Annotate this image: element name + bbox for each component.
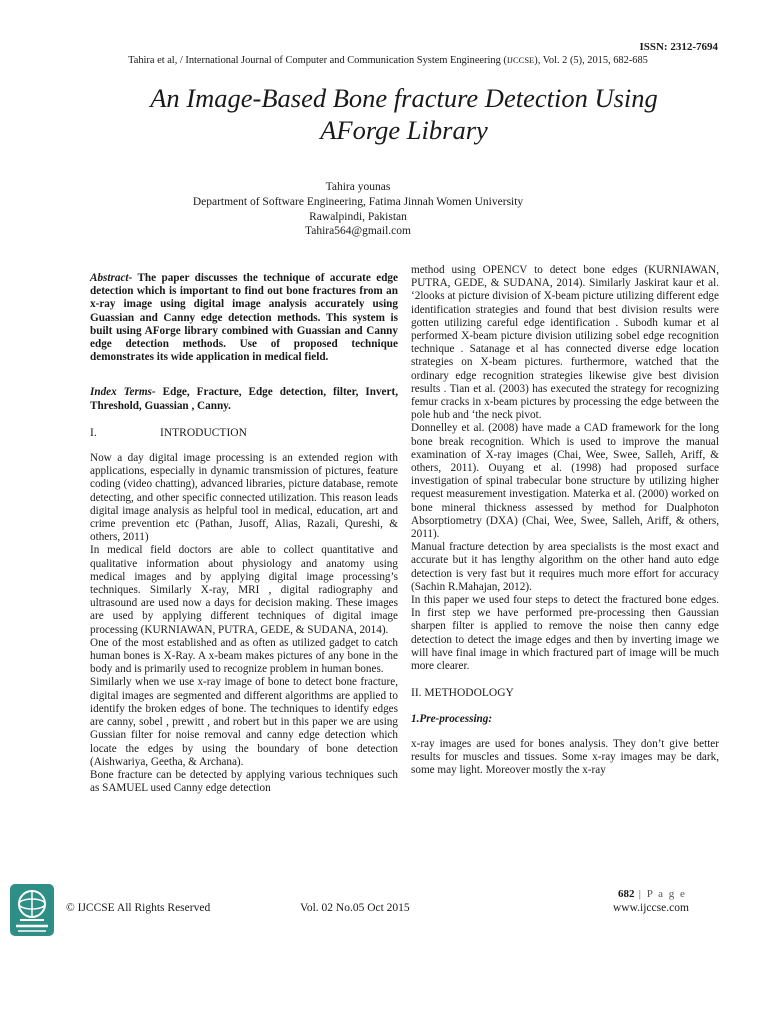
methodology-heading: II. METHODOLOGY — [411, 687, 514, 700]
abstract-label: Abstract- — [90, 272, 133, 284]
abstract-text: The paper discusses the technique of accurate edge detection which is important to find out bone fractures from an x-ray image using digital image analysis accurately using Guassian and Canny edge detection methods. This system is built using AForge library combined with Guassian and Canny edge detection methods. Use of proposed technique demonstrates its wide application in medical field. — [90, 272, 398, 364]
citation-pre: Tahira et al, / International Journal of Computer and Communication System Engineering ( — [128, 55, 507, 66]
ijccse-logo-icon — [10, 884, 54, 936]
preprocessing-subheading: 1.Pre-processing: — [411, 712, 493, 725]
title-line-1: An Image-Based Bone fracture Detection Using — [150, 83, 658, 113]
body-paragraph: Manual fracture detection by area specialists is the most exact and accurate but it has lengthy algorithm on the other hand auto edge detection is very fast but it requires much more effort for accuracy (Sachin R.Mahajan, 2012). — [411, 541, 719, 593]
intro-paragraph: One of the most established and as often as utilized gadget to catch human bones is X-Ray. A x-beam makes pictures of any bone in the body and is primarily used to recognize problem in human bones. — [90, 636, 398, 676]
intro-paragraph: In medical field doctors are able to collect quantitative and qualitative information about physiology and anatomy using medical images and by applying digital image processing’s techniques. Similarly X-ray, MRI , digital radiography and ultrasound are used now a days for decision making. These images are used by applying different techniques of digital image processing (KURNIAWAN, PUTRA, GEDE, & SUDANA, 2014). — [90, 544, 398, 636]
author-block — [0, 180, 716, 239]
title-line-2: AForge Library — [320, 115, 488, 145]
issn: ISSN: 2312-7694 — [639, 41, 718, 53]
citation-abbr: IJCCSE — [506, 55, 535, 65]
citation-post: ), Vol. 2 (5), 2015, 682-685 — [534, 55, 648, 66]
index-terms-text: Edge, Fracture, Edge detection, filter, Invert, Threshold, Guassian , Canny. — [90, 386, 398, 412]
abstract — [90, 272, 398, 364]
index-terms — [90, 386, 398, 412]
paper-title — [0, 82, 768, 146]
footer-website: www.ijccse.com — [613, 902, 689, 914]
page-number — [618, 888, 686, 900]
body-paragraph: Donnelley et al. (2008) have made a CAD framework for the long bone break recognition. Which is used to improve the manual examination of X-ray images (Chai, Wee, Swee, Salleh, Ariff, & others, 2011). Ouyang et al. (1998) had proposed surface investigation of spinal trabecular bone structure by utilizing higher request measurement investigation. Materka et al. (2000) worked on bone mineral thickness assessed by method for Dualphoton Absorptiometry (DXA) (Chai, Wee, Swee, Salleh, Ariff, & others, 2011). — [411, 422, 719, 541]
page-label: | P a g e — [634, 888, 687, 900]
author-department: Department of Software Engineering, Fatima Jinnah Women University — [192, 195, 524, 208]
footer-volume: Vol. 02 No.05 Oct 2015 — [300, 902, 410, 914]
intro-heading — [90, 427, 398, 440]
right-column — [411, 264, 719, 777]
journal-citation — [0, 55, 768, 66]
author-city: Rawalpindi, Pakistan — [309, 210, 407, 223]
author-email: Tahira564@gmail.com — [305, 225, 411, 238]
intro-number: I. — [90, 426, 97, 439]
author-name: Tahira younas — [325, 181, 391, 193]
page-number-value: 682 — [618, 888, 635, 900]
spacer — [90, 364, 398, 376]
intro-title: INTRODUCTION — [160, 426, 247, 439]
body-paragraph: In this paper we used four steps to detect the fractured bone edges. In first step we have performed pre-processing then Gaussian sharpen filter is applied to remove the noise then canny edge detection to detect the image edges and then by inverting image we will have final image in which fractured part of image will be much more clearer. — [411, 594, 719, 673]
methodology-paragraph: x-ray images are used for bones analysis. They don’t give better results for muscles and tissues. Some x-ray images may be dark, some may light. Moreover mostly the x-ray — [411, 737, 719, 777]
intro-paragraph: Similarly when we use x-ray image of bone to detect bone fracture, digital images are segmented and different algorithms are applied to identify the broken edges of bone. The techniques to identify edges are canny, sobel , prewitt , and robert but in this paper we are using Gussian filter for noise removal and canny edge detection which locate the edges by using the boundary of bone detection (Aishwariya, Geetha, & Archana). — [90, 676, 398, 768]
left-column — [90, 272, 398, 795]
spacer — [411, 726, 719, 738]
footer-copyright: © IJCCSE All Rights Reserved — [66, 902, 211, 914]
body-paragraph: method using OPENCV to detect bone edges (KURNIAWAN, PUTRA, GEDE, & SUDANA, 2014). Similarly Jaskirat kaur et al. ‘2looks at picture division of X-beam picture utilizing different edge identification strategies and found that best division results were gotten utilizing careful edge identification . Subodh kumar et al performed X-beam picture division utilizing sobel edge recognition technique . Satanage et al has connected diverse edge location strategies on X-beam pictures. furthermore, watched that the ordinary edge recognition strategies likewise give best division results . Tian et al. (2003) has executed the strategy for recognizing femur cracks in x-beam pictures by processing the edge between the pole hub and ‘the neck pivot. — [411, 264, 719, 422]
intro-paragraph: Now a day digital image processing is an extended region with applications, especially in dynamic transmission of pictures, feature coding (video chatting), advanced libraries, picture database, remote detecting, and other specific connected utilization. This reason leads digital image analysis as helpful tool in medical, education, art and crime prevention etc (Pathan, Jusoff, Alias, Razali, Qureshi, & others, 2011) — [90, 452, 398, 544]
index-terms-label: Index Terms- — [90, 386, 156, 399]
intro-paragraph: Bone fracture can be detected by applying various techniques such as SAMUEL used Canny edge detection — [90, 768, 398, 795]
